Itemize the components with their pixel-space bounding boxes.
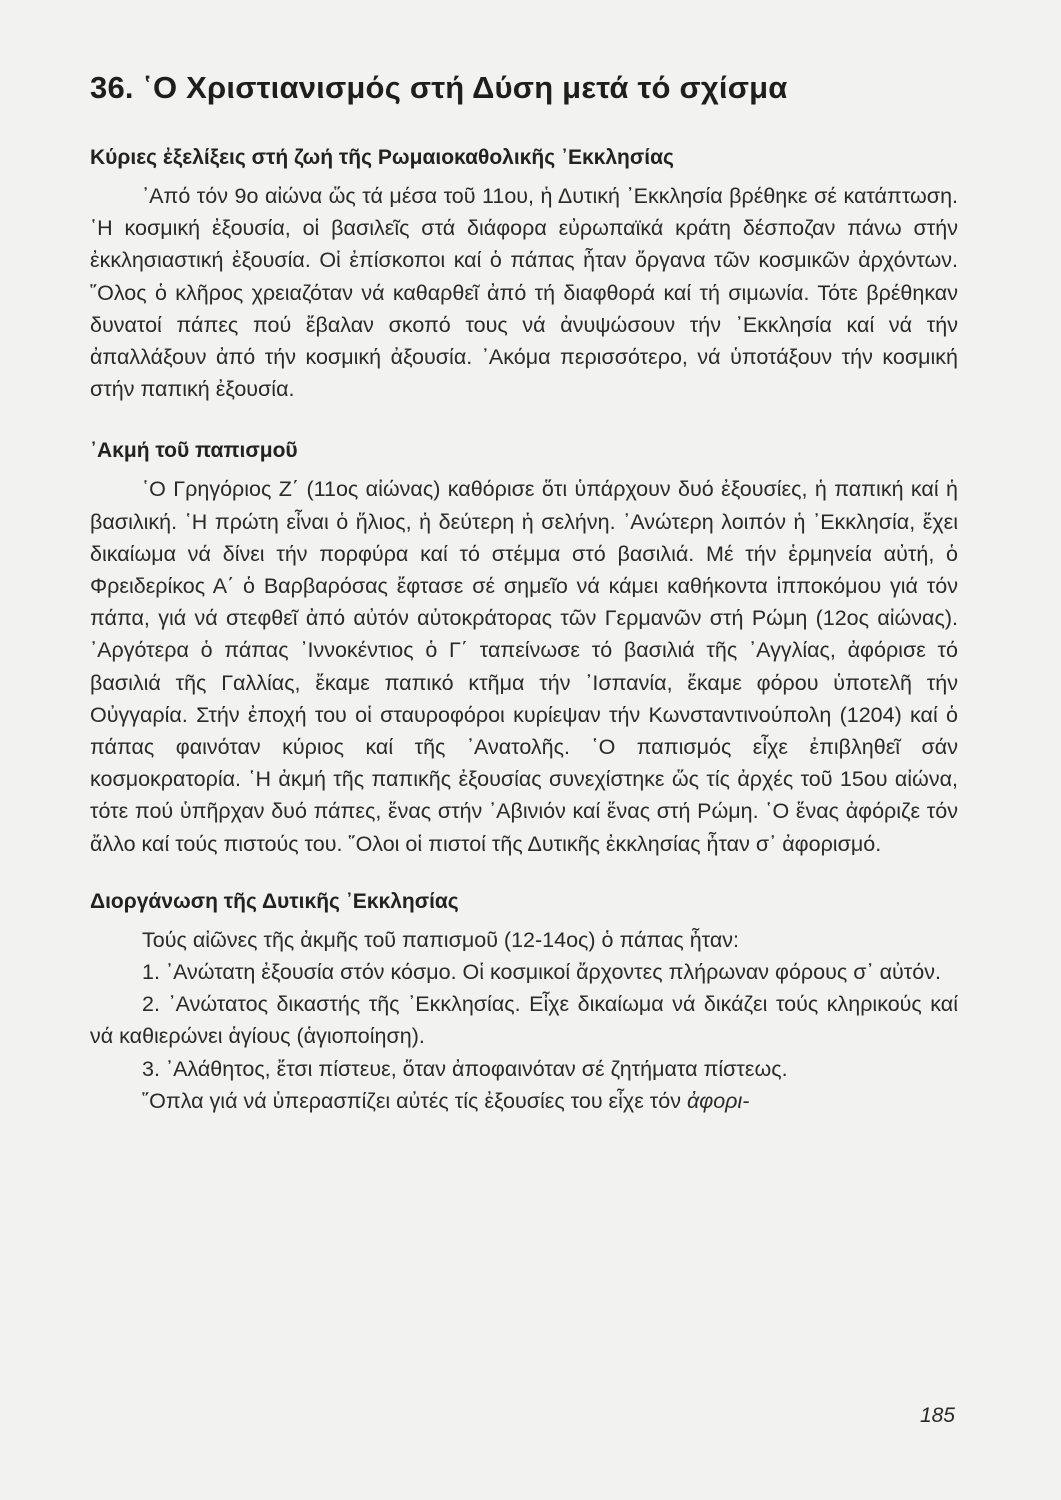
- list-item: 2. ᾿Ανώτατος δικαστής τῆς ᾿Εκκλησίας. Εἶχε δικαίωμα νά δικάζει τούς κληρικούς καί νά καθιερώνει ἁγίους (ἁγιοποίηση).: [90, 992, 958, 1049]
- list-item: 3. ᾿Αλάθητος, ἔτσι πίστευε, ὅταν ἀποφαινόταν σέ ζητήματα πίστεως.: [142, 1056, 788, 1081]
- page-title: 36. ῾Ο Χριστιανισμός στή Δύση μετά τό σχίσμα: [90, 70, 788, 105]
- page-number: 185: [919, 1404, 955, 1427]
- list-item: 1. ᾿Ανώτατη ἐξουσία στόν κόσμο. Οἱ κοσμικοί ἄρχοντες πλήρωναν φόρους σ᾿ αὐτόν.: [142, 960, 941, 985]
- paragraph-papacy-peak: ῾Ο Γρηγόριος Ζ΄ (11ος αἰώνας) καθόρισε ὅτι ὑπάρχουν δυό ἐξουσίες, ἡ παπική καί ἡ βασιλική. ῾Η πρώτη εἶναι ὁ ἥλιος, ἡ δεύτερη ἡ σελήνη. ᾿Ανώτερη λοιπόν ἡ ᾿Εκκλησία, ἔχει δικαίωμα νά δίνει τήν πορφύρα καί τό στέμμα στό βασιλιά. Μέ τήν ἑρμηνεία αὐτή, ὁ Φρειδερίκος Α΄ ὁ Βαρβαρόσας ἔφτασε σέ σημεῖο νά κάμει καθήκοντα ἱπποκόμου γιά τόν πάπα, γιά νά στεφθεῖ ἀπό αὐτόν αὐτοκράτορας τῶν Γερμανῶν στή Ρώμη (12ος αἰώνας). ᾿Αργότερα ὁ πάπας ᾿Ιννοκέντιος ὁ Γ΄ ταπείνωσε τό βασιλιά τῆς ᾿Αγγλίας, ἀφόρισε τό βασιλιά τῆς Γαλλίας, ἔκαμε παπικό κτῆμα τήν ᾿Ισπανία, ἔκαμε φόρου ὑποτελῆ τήν Οὐγγαρία. Στήν ἐποχή του οἱ σταυροφόροι κυρίεψαν τήν Κωνσταντινούπολη (1204) καί ὁ πάπας φαινόταν κύριος καί τῆς ᾿Ανατολῆς. ῾Ο παπισμός εἶχε ἐπιβληθεῖ σάν κοσμοκρατορία. ῾Η ἀκμή τῆς παπικῆς ἐξουσίας συνεχίστηκε ὥς τίς ἀρχές τοῦ 15ου αἰώνα, τότε πού ὑπῆρχαν δυό πάπες, ἕνας στήν ᾿Αβινιόν καί ἕνας στή Ρώμη. ῾Ο ἕνας ἀφόριζε τόν ἄλλο καί τούς πιστούς του. ῞Ολοι οἱ πιστοί τῆς Δυτικῆς ἐκκλησίας ἦταν σ᾿ ἀφορισμό.: [90, 477, 958, 856]
- section-heading-papacy-peak: ᾿Ακμή τοῦ παπισμοῦ: [90, 439, 298, 463]
- paragraph-developments: ᾿Από τόν 9ο αἰώνα ὥς τά μέσα τοῦ 11ου, ἡ Δυτική ᾿Εκκλησία βρέθηκε σέ κατάπτωση. ῾Η κοσμική ἐξουσία, οἱ βασιλεῖς στά διάφορα εὐρωπαϊκά κράτη δέσποζαν πάνω στήν ἐκκλησιαστική ἐξουσία. Οἱ ἐπίσκοποι καί ὁ πάπας ἦταν ὄργανα τῶν κοσμικῶν ἀρχόντων. ῞Ολος ὁ κλῆρος χρειαζόταν νά καθαρθεῖ ἀπό τή διαφθορά καί τή σιμωνία. Τότε βρέθηκαν δυνατοί πάπες πού ἔβαλαν σκοπό τους νά ἀνυψώσουν τήν ᾿Εκκλησία καί νά τήν ἀπαλλάξουν ἀπό τήν κοσμική ἀξουσία. ᾿Ακόμα περισσότερο, νά ὑποτάξουν τήν κοσμική στήν παπική ἐξουσία.: [90, 184, 958, 402]
- page: [90, 70, 958, 1450]
- paragraph-closing: [90, 1085, 958, 1117]
- section-heading-organization: Διοργάνωση τῆς Δυτικῆς ᾿Εκκλησίας: [90, 889, 459, 913]
- closing-text: ῞Οπλα γιά νά ὑπερασπίζει αὐτές τίς ἐξουσίες του εἶχε τόν: [142, 1088, 687, 1113]
- section-heading-developments: Κύριες ἐξελίξεις στή ζωή τῆς Ρωμαιοκαθολικῆς ᾿Εκκλησίας: [90, 146, 674, 169]
- paragraph-organization-intro: Τούς αἰῶνες τῆς ἀκμῆς τοῦ παπισμοῦ (12-14ος) ὁ πάπας ἦταν:: [142, 927, 740, 952]
- closing-italic-text: ἀφορι-: [686, 1088, 750, 1113]
